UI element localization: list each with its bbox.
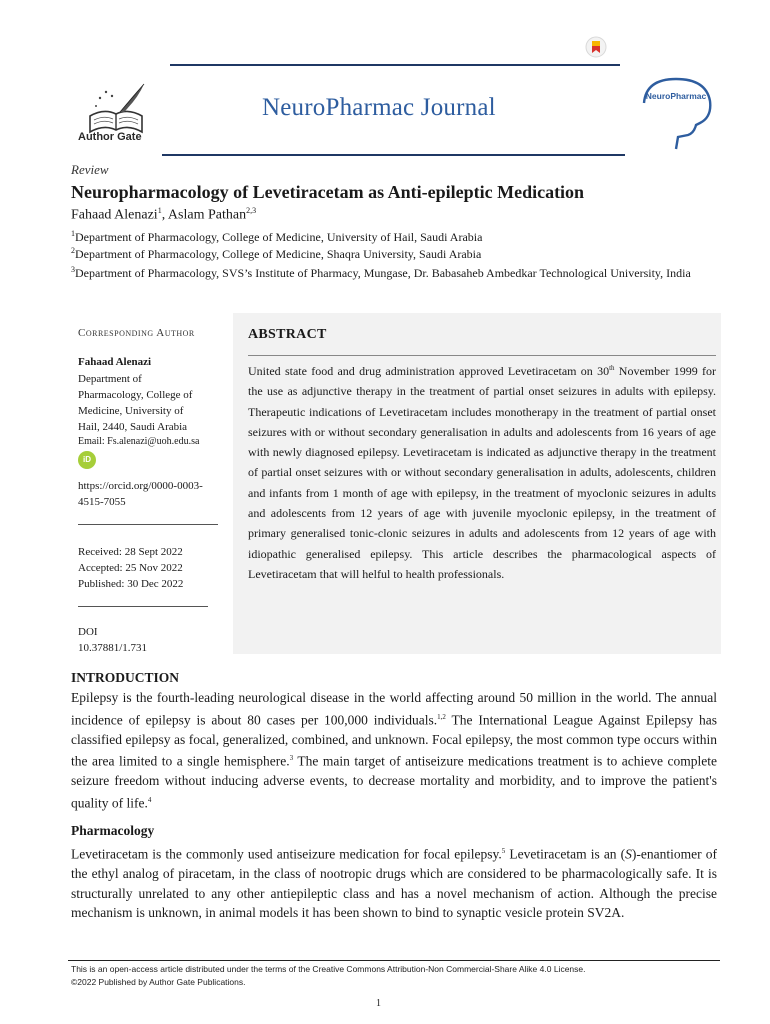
crossmark-icon[interactable]	[585, 36, 607, 58]
author-gate-label: Author Gate	[78, 131, 142, 143]
author-name: Fahaad Alenazi	[71, 207, 158, 223]
article-type: Review	[71, 162, 109, 177]
abstract-text: United state food and drug administration approved Levetiracetam on 30	[248, 364, 610, 378]
corr-address-line: Hail, 2440, Saudi Arabia	[78, 421, 188, 433]
citation-sup: 4	[147, 795, 152, 804]
np-logo-label: NeuroPharmac	[645, 91, 707, 101]
corr-address-line: Medicine, University of	[78, 405, 184, 417]
corr-address-line: Department of	[78, 373, 142, 385]
received-date: Received: 28 Sept 2022	[78, 546, 183, 558]
accepted-date: Accepted: 25 Nov 2022	[78, 562, 183, 574]
corr-name: Fahaad Alenazi	[78, 356, 152, 368]
license-notice: This is an open-access article distributed under the terms of the Creative Commons Attribution-Non Commercial-Share Alike 4.0 License.	[71, 964, 586, 974]
abstract-body	[248, 358, 716, 584]
pharm-text: Levetiracetam is an (	[505, 846, 626, 862]
orcid-icon[interactable]: iD	[78, 451, 96, 469]
citation-sup: 3	[289, 754, 294, 762]
article-title: Neuropharmacology of Levetiracetam as Anti-epileptic Medication	[71, 182, 585, 202]
corresponding-author-label: Corresponding Author	[78, 327, 195, 339]
copyright-notice: ©2022 Published by Author Gate Publications.	[71, 977, 246, 987]
doi-value[interactable]: 10.37881/1.731	[78, 642, 148, 654]
abstract-text-cont: November 1999 for the use as adjunctive therapy in the treatment of partial onset seizures in adults with epilepsy. Therapeutic indications of Levetiracetam includes monotherapy in the treatment of partial onset seizures with or without secondary generalisation in adults and adolescents from 16 years of age with newly diagnosed epilepsy. Levetiracetam is indicated as adjunctive therapy in the treatment of partial onset seizures with or without secondary generalisation in adults, adolescents, children and infants from 1 month of age with epilepsy, in the treatment of myoclonic seizures in adults and adolescents from 12 years of age with juvenile myoclonic epilepsy, in the treatment of primary generalised tonic-clonic seizures in adults and adolescents from 12 years of age with idiopathic generalised epilepsy. This article describes the pharmacological aspects of Levetiracetam that will helful to health professionals.	[248, 364, 717, 581]
affil-sup: 1	[71, 229, 75, 238]
affil-sup: 2	[71, 246, 75, 255]
abstract-rule	[248, 355, 716, 356]
intro-text: The main target of antiseizure medications treatment is to achieve complete seizure freedom without inducing adverse events, to decrease mortality and morbidity, and to improve the patient's quality of life.	[71, 753, 717, 810]
affiliation-2	[71, 243, 717, 262]
author-affil-sup: 2,3	[246, 206, 257, 215]
sidebar-divider	[78, 606, 208, 607]
author-name: Aslam Pathan	[167, 207, 247, 223]
corr-address-line: Pharmacology, College of	[78, 389, 193, 401]
affil-text: Department of Pharmacology, College of Medicine, University of Hail, Saudi Arabia	[75, 230, 483, 244]
citation-sup: 1,2	[437, 712, 446, 721]
abstract-heading: ABSTRACT	[248, 327, 327, 342]
header-top-rule	[170, 64, 620, 66]
corr-email[interactable]: Email: Fs.alenazi@uoh.edu.sa	[78, 436, 200, 447]
page-number: 1	[376, 998, 381, 1009]
author-list	[71, 206, 256, 224]
intro-text: Epilepsy is the fourth-leading neurological disease in the world affecting around 50 million in the world. The annual incidence of epilepsy is about 80 cases per 100,000 individuals.	[71, 690, 717, 727]
affil-text: Department of Pharmacology, College of Medicine, Shaqra University, Saudi Arabia	[75, 247, 482, 261]
orcid-link-cont[interactable]: 4515-7055	[78, 496, 126, 508]
author-separator: ,	[161, 207, 168, 223]
sidebar-divider	[78, 524, 218, 525]
affiliation-3	[71, 261, 717, 282]
orcid-link[interactable]: https://orcid.org/0000-0003-	[78, 480, 203, 492]
citation-sup: 5	[501, 847, 506, 855]
pharm-italic: S	[625, 846, 632, 862]
pharmacology-heading: Pharmacology	[71, 823, 155, 838]
doi-label: DOI	[78, 626, 98, 638]
pharm-text: )-enantiomer of the ethyl analog of piracetam, in the class of nootropic drugs which are considered to be pharmacologically safe. It is structurally unrelated to any other antiepileptic class and has a novel mechanism of action. Although the precise mechanism is unknown, in animal models it has been shown to bind to synaptic vesicle protein SV2A.	[71, 846, 717, 920]
neuropharmac-logo	[636, 73, 716, 153]
header-bottom-rule	[162, 154, 625, 156]
author-affil-sup: 1	[157, 206, 162, 215]
introduction-paragraph	[71, 688, 717, 813]
published-date: Published: 30 Dec 2022	[78, 578, 184, 590]
abstract-sup: th	[609, 364, 615, 372]
affil-text: Department of Pharmacology, SVS’s Institute of Pharmacy, Mungase, Dr. Babasaheb Ambedkar Technological University, India	[75, 266, 691, 280]
pharm-text: Levetiracetam is the commonly used antiseizure medication for focal epilepsy.	[71, 846, 502, 862]
pharmacology-paragraph	[71, 842, 717, 923]
journal-title: NeuroPharmac Journal	[262, 94, 496, 121]
affil-sup: 3	[71, 265, 75, 274]
introduction-heading: INTRODUCTION	[71, 670, 180, 685]
footer-rule	[68, 960, 720, 961]
intro-text: The International League Against Epilepsy has classified epilepsy as focal, generalized, combined, and unknown. Focal epilepsy, the most common type occurs within the area limited to a single hemisphere.	[71, 712, 717, 769]
